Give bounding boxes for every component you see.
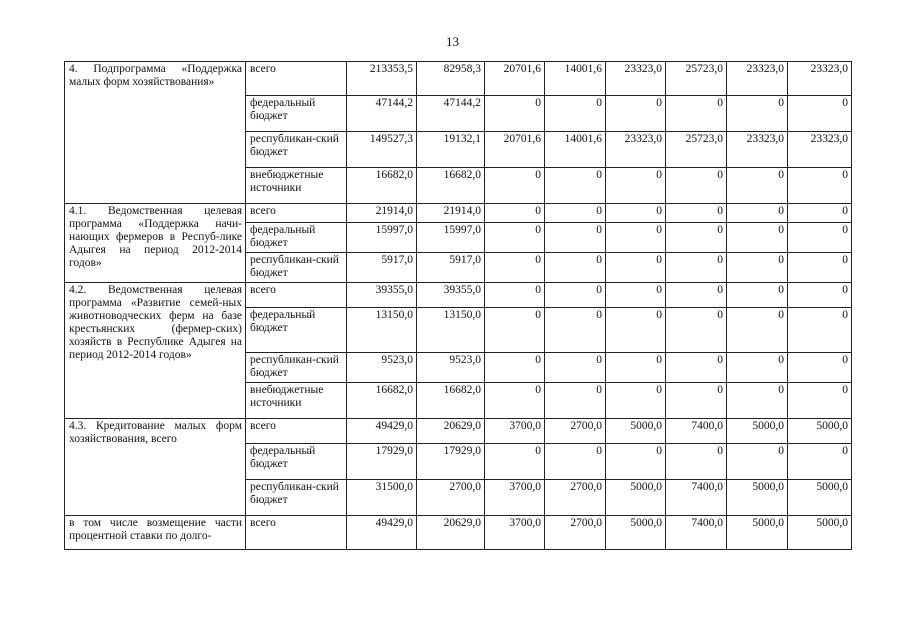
funding-source-cell: федеральный бюджет xyxy=(246,308,347,353)
amount-cell: 0 xyxy=(545,308,606,353)
amount-cell: 20701,6 xyxy=(485,132,545,168)
amount-cell: 0 xyxy=(485,253,545,283)
funding-source-cell: республикан-ский бюджет xyxy=(246,353,347,383)
amount-cell: 0 xyxy=(666,283,727,308)
amount-cell: 0 xyxy=(485,96,545,132)
amount-cell: 0 xyxy=(788,283,852,308)
amount-cell: 16682,0 xyxy=(347,383,417,419)
amount-cell: 13150,0 xyxy=(417,308,485,353)
amount-cell: 5000,0 xyxy=(788,516,852,550)
funding-source-cell: всего xyxy=(246,419,347,444)
amount-cell: 0 xyxy=(485,444,545,480)
amount-cell: 0 xyxy=(727,223,788,253)
table-row xyxy=(65,204,852,223)
amount-cell: 0 xyxy=(788,253,852,283)
amount-cell: 0 xyxy=(485,283,545,308)
amount-cell: 0 xyxy=(788,353,852,383)
amount-cell: 0 xyxy=(485,223,545,253)
amount-cell: 213353,5 xyxy=(347,62,417,96)
amount-cell: 0 xyxy=(545,444,606,480)
program-name-cell: 4.1. Ведомственная целевая программа «Поддержка начи-нающих фермеров в Респуб-лике Адыгея на период 2012-2014 годов» xyxy=(65,204,246,283)
amount-cell: 31500,0 xyxy=(347,480,417,516)
amount-cell: 0 xyxy=(485,168,545,204)
program-name-cell: 4. Подпрограмма «Поддержка малых форм хозяйствования» xyxy=(65,62,246,204)
amount-cell: 9523,0 xyxy=(417,353,485,383)
budget-table xyxy=(64,61,852,550)
funding-source-cell: всего xyxy=(246,204,347,223)
amount-cell: 2700,0 xyxy=(545,419,606,444)
amount-cell: 23323,0 xyxy=(606,62,666,96)
amount-cell: 0 xyxy=(788,444,852,480)
amount-cell: 0 xyxy=(606,383,666,419)
amount-cell: 20701,6 xyxy=(485,62,545,96)
amount-cell: 0 xyxy=(788,168,852,204)
table-row xyxy=(65,516,852,550)
program-name-cell: в том числе возмещение части процентной ставки по долго- xyxy=(65,516,246,550)
amount-cell: 5000,0 xyxy=(727,419,788,444)
amount-cell: 13150,0 xyxy=(347,308,417,353)
amount-cell: 5917,0 xyxy=(417,253,485,283)
amount-cell: 47144,2 xyxy=(347,96,417,132)
amount-cell: 0 xyxy=(485,383,545,419)
amount-cell: 21914,0 xyxy=(417,204,485,223)
funding-source-cell: республикан-ский бюджет xyxy=(246,132,347,168)
amount-cell: 0 xyxy=(666,168,727,204)
amount-cell: 0 xyxy=(666,353,727,383)
amount-cell: 149527,3 xyxy=(347,132,417,168)
amount-cell: 39355,0 xyxy=(347,283,417,308)
amount-cell: 0 xyxy=(666,383,727,419)
amount-cell: 23323,0 xyxy=(727,62,788,96)
amount-cell: 0 xyxy=(788,308,852,353)
amount-cell: 49429,0 xyxy=(347,516,417,550)
amount-cell: 0 xyxy=(666,223,727,253)
table-row xyxy=(65,283,852,308)
funding-source-cell: внебюджетные источники xyxy=(246,383,347,419)
amount-cell: 0 xyxy=(606,223,666,253)
amount-cell: 23323,0 xyxy=(606,132,666,168)
amount-cell: 14001,6 xyxy=(545,132,606,168)
amount-cell: 23323,0 xyxy=(788,132,852,168)
amount-cell: 0 xyxy=(545,383,606,419)
amount-cell: 2700,0 xyxy=(417,480,485,516)
amount-cell: 0 xyxy=(788,223,852,253)
amount-cell: 9523,0 xyxy=(347,353,417,383)
amount-cell: 5000,0 xyxy=(727,516,788,550)
amount-cell: 0 xyxy=(606,444,666,480)
budget-table-body xyxy=(65,62,852,550)
amount-cell: 19132,1 xyxy=(417,132,485,168)
amount-cell: 0 xyxy=(606,308,666,353)
amount-cell: 23323,0 xyxy=(727,132,788,168)
amount-cell: 0 xyxy=(788,96,852,132)
funding-source-cell: всего xyxy=(246,516,347,550)
amount-cell: 16682,0 xyxy=(417,383,485,419)
amount-cell: 47144,2 xyxy=(417,96,485,132)
amount-cell: 5000,0 xyxy=(727,480,788,516)
amount-cell: 0 xyxy=(666,444,727,480)
amount-cell: 0 xyxy=(666,96,727,132)
funding-source-cell: федеральный бюджет xyxy=(246,96,347,132)
amount-cell: 0 xyxy=(485,204,545,223)
amount-cell: 15997,0 xyxy=(347,223,417,253)
amount-cell: 0 xyxy=(727,383,788,419)
funding-source-cell: всего xyxy=(246,283,347,308)
program-name-cell: 4.3. Кредитование малых форм хозяйствования, всего xyxy=(65,419,246,516)
amount-cell: 0 xyxy=(606,96,666,132)
amount-cell: 21914,0 xyxy=(347,204,417,223)
amount-cell: 0 xyxy=(727,168,788,204)
amount-cell: 25723,0 xyxy=(666,62,727,96)
page-number: 13 xyxy=(446,34,459,49)
amount-cell: 0 xyxy=(545,223,606,253)
amount-cell: 23323,0 xyxy=(788,62,852,96)
amount-cell: 5000,0 xyxy=(788,480,852,516)
funding-source-cell: республикан-ский бюджет xyxy=(246,253,347,283)
amount-cell: 0 xyxy=(727,253,788,283)
amount-cell: 0 xyxy=(727,308,788,353)
amount-cell: 2700,0 xyxy=(545,480,606,516)
amount-cell: 0 xyxy=(727,283,788,308)
amount-cell: 5000,0 xyxy=(606,516,666,550)
amount-cell: 82958,3 xyxy=(417,62,485,96)
funding-source-cell: федеральный бюджет xyxy=(246,223,347,253)
amount-cell: 0 xyxy=(545,253,606,283)
funding-source-cell: всего xyxy=(246,62,347,96)
amount-cell: 20629,0 xyxy=(417,516,485,550)
amount-cell: 0 xyxy=(606,283,666,308)
amount-cell: 17929,0 xyxy=(347,444,417,480)
amount-cell: 39355,0 xyxy=(417,283,485,308)
amount-cell: 0 xyxy=(606,204,666,223)
program-name-cell: 4.2. Ведомственная целевая программа «Развитие семей-ных животноводческих ферм на базе крестьянских (фермер-ских) хозяйств в Республике Адыгея на период 2012-2014 годов» xyxy=(65,283,246,419)
amount-cell: 0 xyxy=(545,283,606,308)
table-row xyxy=(65,62,852,96)
amount-cell: 0 xyxy=(788,383,852,419)
amount-cell: 7400,0 xyxy=(666,516,727,550)
amount-cell: 17929,0 xyxy=(417,444,485,480)
amount-cell: 0 xyxy=(727,204,788,223)
amount-cell: 0 xyxy=(545,168,606,204)
amount-cell: 0 xyxy=(727,96,788,132)
amount-cell: 15997,0 xyxy=(417,223,485,253)
amount-cell: 49429,0 xyxy=(347,419,417,444)
amount-cell: 3700,0 xyxy=(485,516,545,550)
amount-cell: 5000,0 xyxy=(606,480,666,516)
amount-cell: 0 xyxy=(545,96,606,132)
amount-cell: 0 xyxy=(485,353,545,383)
amount-cell: 0 xyxy=(727,353,788,383)
amount-cell: 0 xyxy=(545,204,606,223)
amount-cell: 7400,0 xyxy=(666,480,727,516)
amount-cell: 20629,0 xyxy=(417,419,485,444)
amount-cell: 0 xyxy=(606,353,666,383)
amount-cell: 5000,0 xyxy=(788,419,852,444)
amount-cell: 3700,0 xyxy=(485,419,545,444)
amount-cell: 16682,0 xyxy=(347,168,417,204)
funding-source-cell: республикан-ский бюджет xyxy=(246,480,347,516)
amount-cell: 0 xyxy=(606,168,666,204)
amount-cell: 25723,0 xyxy=(666,132,727,168)
amount-cell: 14001,6 xyxy=(545,62,606,96)
funding-source-cell: внебюджетные источники xyxy=(246,168,347,204)
amount-cell: 0 xyxy=(545,353,606,383)
table-row xyxy=(65,419,852,444)
amount-cell: 0 xyxy=(606,253,666,283)
amount-cell: 0 xyxy=(666,253,727,283)
amount-cell: 0 xyxy=(666,204,727,223)
amount-cell: 7400,0 xyxy=(666,419,727,444)
amount-cell: 5000,0 xyxy=(606,419,666,444)
amount-cell: 0 xyxy=(485,308,545,353)
amount-cell: 16682,0 xyxy=(417,168,485,204)
amount-cell: 3700,0 xyxy=(485,480,545,516)
amount-cell: 5917,0 xyxy=(347,253,417,283)
amount-cell: 0 xyxy=(788,204,852,223)
funding-source-cell: федеральный бюджет xyxy=(246,444,347,480)
amount-cell: 2700,0 xyxy=(545,516,606,550)
amount-cell: 0 xyxy=(727,444,788,480)
amount-cell: 0 xyxy=(666,308,727,353)
